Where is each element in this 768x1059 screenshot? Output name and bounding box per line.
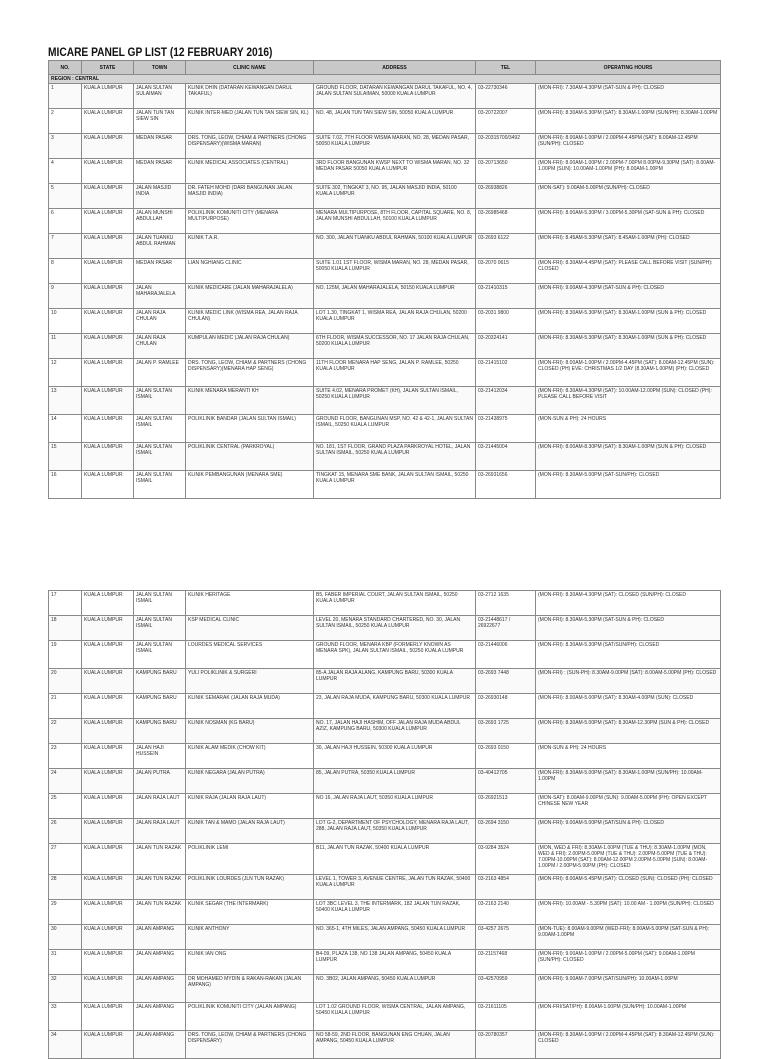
row-operating-hours: (MON-FRI): 9.00AM-7.00PM (SAT/SUN/PH): 10.00AM-1.00PM: [536, 975, 721, 1003]
row-address: MENARA MULTIPURPOSE, 8TH FLOOR, CAPITAL SQUARE, NO. 8, JALAN MUNSHI ABDULLAH, 50100 KUALA LUMPUR: [314, 209, 476, 234]
row-address: NO 58-59, 2ND FLOOR, BANGUNAN ENG CHUAN, JALAN AMPANG, 50450 KUALA LUMPUR: [314, 1031, 476, 1059]
table-row: [49, 109, 721, 134]
row-state: KUALA LUMPUR: [82, 669, 134, 694]
table-row: [49, 719, 721, 744]
row-state: KUALA LUMPUR: [82, 975, 134, 1003]
row-town: KAMPUNG BARU: [134, 669, 186, 694]
table-header-row: [49, 61, 721, 75]
row-no: 26: [49, 819, 82, 844]
row-tel: 03-2712 1635: [476, 591, 536, 616]
row-operating-hours: (MON-FRI): 8.00AM-5.00PM (SAT): 8.30AM-4.00PM (SUN): CLOSED: [536, 694, 721, 719]
row-no: 15: [49, 443, 82, 471]
row-state: KUALA LUMPUR: [82, 1031, 134, 1059]
row-town: JALAN AMPANG: [134, 950, 186, 975]
row-town: MEDAN PASAR: [134, 259, 186, 284]
table-row: [49, 591, 721, 616]
row-address: TINGKAT 15, MENARA SME BANK, JALAN SULTAN ISMAIL, 50250 KUALA LUMPUR: [314, 471, 476, 499]
row-operating-hours: (MON-FRI): 8.30AM-5.00PM (SAT): 8.30AM-1.00PM (SUN/PH): 10.00AM-1.00PM: [536, 769, 721, 794]
table-row: [49, 443, 721, 471]
row-clinic-name: DRS. TONG, LEOW, CHIAM & PARTNERS (CHONG DISPENSARY)(MENARA HAP SENG): [186, 359, 314, 387]
row-tel: 03-20713650: [476, 159, 536, 184]
row-address: GROUND FLOOR, MENARA KBP (FORMERLY KNOWN AS MENARA SPK), JALAN SULTAN ISMAIL, 50250 KUALA LUMPUR: [314, 641, 476, 669]
row-tel: 03-21438975: [476, 415, 536, 443]
row-state: KUALA LUMPUR: [82, 591, 134, 616]
row-state: KUALA LUMPUR: [82, 309, 134, 334]
row-no: 27: [49, 844, 82, 875]
row-clinic-name: KLINIK ANTHONY: [186, 925, 314, 950]
row-town: JALAN TUN RAZAK: [134, 900, 186, 925]
row-address: NO. 125M, JALAN MAHARAJALELA, 50150 KUALA LUMPUR: [314, 284, 476, 309]
row-tel: 03-21410315: [476, 284, 536, 309]
region-label: REGION : CENTRAL: [49, 75, 721, 84]
row-town: JALAN SULTAN SULAIMAN: [134, 84, 186, 109]
header-clinic-name: CLINIC NAME: [186, 61, 314, 75]
row-no: 21: [49, 694, 82, 719]
row-no: 16: [49, 471, 82, 499]
row-clinic-name: KLINIK MEDICAL ASSOCIATES (CENTRAL): [186, 159, 314, 184]
table-row: [49, 209, 721, 234]
row-town: JALAN TUN RAZAK: [134, 844, 186, 875]
row-address: NO. 17, JALAN HAJI HASHIM, OFF JALAN RAJA MUDA ABDUL AZIZ, KAMPUNG BARU, 50300 KUALA LUMPUR: [314, 719, 476, 744]
row-state: KUALA LUMPUR: [82, 794, 134, 819]
row-town: JALAN SULTAN ISMAIL: [134, 471, 186, 499]
table-row: [49, 334, 721, 359]
row-state: KUALA LUMPUR: [82, 744, 134, 769]
row-state: KUALA LUMPUR: [82, 875, 134, 900]
page-title: MICARE PANEL GP LIST (12 FEBRUARY 2016): [48, 45, 273, 59]
row-clinic-name: KLINIK MEDIC LINK (WISMA REA, JALAN RAJA CHULAN): [186, 309, 314, 334]
row-operating-hours: (MON-FRI): 8.45AM-5.30PM (SAT): 8.45AM-1.00PM (PH): CLOSED: [536, 234, 721, 259]
row-no: 34: [49, 1031, 82, 1059]
row-state: KUALA LUMPUR: [82, 925, 134, 950]
row-town: JALAN AMPANG: [134, 1003, 186, 1031]
row-state: KUALA LUMPUR: [82, 259, 134, 284]
row-town: JALAN AMPANG: [134, 1031, 186, 1059]
row-no: 14: [49, 415, 82, 443]
row-state: KUALA LUMPUR: [82, 234, 134, 259]
row-clinic-name: YULI POLIKLINIK & SURGERI: [186, 669, 314, 694]
row-state: KUALA LUMPUR: [82, 844, 134, 875]
row-state: KUALA LUMPUR: [82, 109, 134, 134]
table-row: [49, 234, 721, 259]
row-no: 23: [49, 744, 82, 769]
row-state: KUALA LUMPUR: [82, 819, 134, 844]
row-operating-hours: (MON-SUN & PH): 24 HOURS: [536, 744, 721, 769]
table-row: [49, 134, 721, 159]
header-address: ADDRESS: [314, 61, 476, 75]
row-tel: 03-21157468: [476, 950, 536, 975]
row-no: 33: [49, 1003, 82, 1031]
row-town: JALAN RAJA LAUT: [134, 819, 186, 844]
row-address: 30, JALAN HAJI HUSSEIN, 50300 KUALA LUMPUR: [314, 744, 476, 769]
row-clinic-name: KLINIK MEDICARE (JALAN MAHARAJALELA): [186, 284, 314, 309]
row-operating-hours: (MON-FRI): 10.00AM - 5.30PM (SAT): 10.00 AM - 1.00PM (SUN/PH): CLOSED: [536, 900, 721, 925]
row-state: KUALA LUMPUR: [82, 359, 134, 387]
row-town: JALAN RAJA LAUT: [134, 794, 186, 819]
row-address: LOT G-2, DEPARTMENT OF PSYCHOLOGY, MENARA RAJA LAUT, 288, JALAN RAJA LAUT, 50350 KUALA LUMPUR: [314, 819, 476, 844]
row-clinic-name: POLIKLINIK LOURDES (JLN TUN RAZAK): [186, 875, 314, 900]
row-clinic-name: KLINIK ALAM MEDIK (CHOW KIT): [186, 744, 314, 769]
row-address: B11, JALAN TUN RAZAK, 50400 KUALA LUMPUR: [314, 844, 476, 875]
row-clinic-name: KLINIK SEGAR (THE INTERMARK): [186, 900, 314, 925]
table-row: [49, 616, 721, 641]
table-row: [49, 359, 721, 387]
row-clinic-name: KLINIK HERITAGE: [186, 591, 314, 616]
row-tel: 03-40412705: [476, 769, 536, 794]
row-tel: 03-20722007: [476, 109, 536, 134]
row-tel: 03-2163 4854: [476, 875, 536, 900]
row-address: LOT 1.30, TINGKAT 1, WISMA REA, JALAN RAJA CHULAN, 50200 KUALA LUMPUR: [314, 309, 476, 334]
row-address: 11TH FLOOR MENARA HAP SENG, JALAN P. RAMLEE, 50250 KUALA LUMPUR: [314, 359, 476, 387]
row-no: 13: [49, 387, 82, 415]
gp-table-part-1: [48, 60, 721, 499]
row-town: JALAN SULTAN ISMAIL: [134, 591, 186, 616]
header-town: TOWN: [134, 61, 186, 75]
row-no: 22: [49, 719, 82, 744]
row-clinic-name: KLINIK DHIN (DATARAN KEWANGAN DARUL TAKAFUL): [186, 84, 314, 109]
row-no: 4: [49, 159, 82, 184]
table-row: [49, 309, 721, 334]
row-tel: 03-9284 3524: [476, 844, 536, 875]
row-state: KUALA LUMPUR: [82, 284, 134, 309]
row-operating-hours: (MON-FRI): 7.30AM-4.30PM (SAT-SUN & PH): CLOSED: [536, 84, 721, 109]
row-tel: 03-20780357: [476, 1031, 536, 1059]
row-operating-hours: (MON-FRI): 8.30AM-4.30PM (SAT): 10.00AM-12.00PM (SUN): CLOSED (PH): PLEASE CALL BEFORE VISIT: [536, 387, 721, 415]
row-no: 7: [49, 234, 82, 259]
table-row: [49, 84, 721, 109]
row-state: KUALA LUMPUR: [82, 950, 134, 975]
row-state: KUALA LUMPUR: [82, 769, 134, 794]
row-tel: 03-21611105: [476, 1003, 536, 1031]
row-no: 9: [49, 284, 82, 309]
row-no: 6: [49, 209, 82, 234]
row-tel: 03-26985468: [476, 209, 536, 234]
table-row: [49, 769, 721, 794]
row-tel: 03-21415102: [476, 359, 536, 387]
row-tel: 03-2693 7448: [476, 669, 536, 694]
row-town: JALAN TUN RAZAK: [134, 875, 186, 900]
row-clinic-name: KLINIK INTER-MED (JALAN TUN TAN SIEW SIN, KL): [186, 109, 314, 134]
row-town: KAMPUNG BARU: [134, 719, 186, 744]
row-tel: 03-26931656: [476, 471, 536, 499]
row-operating-hours: (MON-FRI): 8.30AM-4.30PM (SAT): CLOSED (SUN/PH): CLOSED: [536, 591, 721, 616]
row-no: 29: [49, 900, 82, 925]
table-row: [49, 844, 721, 875]
row-address: NO. 300, JALAN TUANKU ABDUL RAHMAN, 50100 KUALA LUMPUR: [314, 234, 476, 259]
row-clinic-name: LIAN NGHIANG CLINIC: [186, 259, 314, 284]
row-state: KUALA LUMPUR: [82, 641, 134, 669]
row-tel: 03-42570959: [476, 975, 536, 1003]
row-town: JALAN SULTAN ISMAIL: [134, 387, 186, 415]
row-clinic-name: POLIKLINIK BANDAR (JALAN SULTAN ISMAIL): [186, 415, 314, 443]
row-address: 85, JALAN PUTRA, 50350 KUALA LUMPUR: [314, 769, 476, 794]
row-clinic-name: POLIKLINIK KOMUNITI CITY (MENARA MULTIPURPOSE): [186, 209, 314, 234]
row-address: B4-09, PLAZA 138, NO 138 JALAN AMPANG, 50450 KUALA LUMPUR: [314, 950, 476, 975]
row-tel: 03-4257 2675: [476, 925, 536, 950]
row-operating-hours: (MON-FRI): 9.00AM-1.00PM / 2.00PM-5.00PM (SAT): 9.00AM-1.00PM (SUN/PH): CLOSED: [536, 950, 721, 975]
table-row: [49, 1003, 721, 1031]
row-operating-hours: (MON-FRI): 8.30AM-5.30PM (SAT): 8.30AM-1.00PM (SUN & PH): CLOSED: [536, 334, 721, 359]
row-no: 31: [49, 950, 82, 975]
row-state: KUALA LUMPUR: [82, 719, 134, 744]
row-tel: 03-21448617 / 26922677: [476, 616, 536, 641]
row-clinic-name: KLINIK NOSMAN (KG BARU): [186, 719, 314, 744]
row-operating-hours: (MON-FRI): 8.00AM-1.00PM / 2.00PM-4.45PM (SAT): 8.00AM-12.45PM (SUN): CLOSED (PH) EVE: CHRISTMAS 1/2 DAY (8.30AM-1.00PM) (PH): CLOSED: [536, 359, 721, 387]
row-town: JALAN TUANKU ABDUL RAHMAN: [134, 234, 186, 259]
row-state: KUALA LUMPUR: [82, 900, 134, 925]
row-operating-hours: (MON-FRI) : (SUN-PH): 8.30AM-9.00PM (SAT): 8.00AM-5.00PM (PH): CLOSED: [536, 669, 721, 694]
row-operating-hours: (MON-FRI): 8.30AM-5.00PM (SAT-SUN/PH): CLOSED: [536, 471, 721, 499]
row-tel: 03-2693 6122: [476, 234, 536, 259]
row-tel: 03-2031 9800: [476, 309, 536, 334]
row-clinic-name: POLIKLINIK CENTRAL (PARKROYAL): [186, 443, 314, 471]
row-town: MEDAN PASAR: [134, 134, 186, 159]
row-address: LEVEL 20, MENARA STANDARD CHARTERED, NO. 30, JALAN SULTAN ISMAIL, 50250 KUALA LUMPUR: [314, 616, 476, 641]
table-row: [49, 975, 721, 1003]
row-town: MEDAN PASAR: [134, 159, 186, 184]
row-town: JALAN SULTAN ISMAIL: [134, 641, 186, 669]
row-tel: 03-2693 0150: [476, 744, 536, 769]
row-operating-hours: (MON-FRI): 9.00AM-5.00PM (SAT/SUN & PH): CLOSED: [536, 819, 721, 844]
row-address: LEVEL 1, TOWER 3, AVENUE CENTRE, JALAN TUN RAZAK, 50400 KUALA LUMPUR: [314, 875, 476, 900]
row-operating-hours: (MON-SUN & PH): 24 HOURS: [536, 415, 721, 443]
row-tel: 03-20324141: [476, 334, 536, 359]
row-operating-hours: (MON-FRI): 8.30AM-5.00PM (SAT): 8.30AM-12.30PM (SUN & PH): CLOSED: [536, 719, 721, 744]
header-no: NO.: [49, 61, 82, 75]
row-operating-hours: (MON-FRI): 8.30AM-5.30PM (SAT/SUN/PH): CLOSED: [536, 641, 721, 669]
row-clinic-name: KLINIK IAN ONG: [186, 950, 314, 975]
row-clinic-name: KLINIK T.A.R.: [186, 234, 314, 259]
row-town: JALAN SULTAN ISMAIL: [134, 616, 186, 641]
row-tel: 03-26930148: [476, 694, 536, 719]
row-operating-hours: (MON-FRI): 8.30AM-5.30PM (SAT): 8.30AM-1.00PM (SUN/PH): 8.30AM-1.00PM: [536, 109, 721, 134]
row-operating-hours: (MON-FRI/SAT/PH): 8.00AM-1.00PM (SUN/PH): 10.00AM-1.00PM: [536, 1003, 721, 1031]
row-tel: 03-22730346: [476, 84, 536, 109]
row-address: B5, FABER IMPERIAL COURT, JALAN SULTAN ISMAIL, 50250 KUALA LUMPUR: [314, 591, 476, 616]
row-tel: 03-20315700/3492: [476, 134, 536, 159]
row-clinic-name: POLIKLINIK KOMUNITI CITY (JALAN AMPANG): [186, 1003, 314, 1031]
row-no: 28: [49, 875, 82, 900]
row-no: 2: [49, 109, 82, 134]
row-town: JALAN SULTAN ISMAIL: [134, 443, 186, 471]
row-operating-hours: (MON-FRI): 8.00AM-5.30PM / 3.00PM-5.30PM (SAT-SUN & PH): CLOSED: [536, 209, 721, 234]
table-row: [49, 471, 721, 499]
table-row: [49, 819, 721, 844]
row-address: NO 16, JALAN RAJA LAUT, 50350 KUALA LUMPUR: [314, 794, 476, 819]
row-clinic-name: KLINIK SEMARAK (JALAN RAJA MUDA): [186, 694, 314, 719]
row-tel: 03-2693 1725: [476, 719, 536, 744]
row-town: KAMPUNG BARU: [134, 694, 186, 719]
row-clinic-name: DR. FATEH MOHD (DARI BANGUNAN JALAN MASJID INDIA): [186, 184, 314, 209]
row-address: 23, JALAN RAJA MUDA, KAMPUNG BARU, 50300 KUALA LUMPUR: [314, 694, 476, 719]
row-state: KUALA LUMPUR: [82, 1003, 134, 1031]
row-town: JALAN RAJA CHULAN: [134, 309, 186, 334]
row-tel: 03-2070 0615: [476, 259, 536, 284]
table-row: [49, 875, 721, 900]
row-operating-hours: (MON-FRI): 8.00AM-5.45PM (SAT): CLOSED (SUN): CLOSED (PH): CLOSED: [536, 875, 721, 900]
row-town: JALAN MUNSHI ABDULLAH: [134, 209, 186, 234]
row-operating-hours: (MON-FRI): 9.00AM-4.30PM (SAT-SUN & PH): CLOSED: [536, 284, 721, 309]
row-address: SUITE 1.01 1ST FLOOR, WISMA MARAN, NO. 28, MEDAN PASAR, 50050 KUALA LUMPUR: [314, 259, 476, 284]
row-operating-hours: (MON-FRI): 8.30AM-4.45PM (SAT): PLEASE CALL BEFORE VISIT (SUN/PH): CLOSED: [536, 259, 721, 284]
row-state: KUALA LUMPUR: [82, 209, 134, 234]
row-state: KUALA LUMPUR: [82, 387, 134, 415]
gp-table-part-2: [48, 590, 721, 1059]
table-row: [49, 259, 721, 284]
row-no: 18: [49, 616, 82, 641]
row-state: KUALA LUMPUR: [82, 616, 134, 641]
row-town: JALAN HAJI HUSSEIN: [134, 744, 186, 769]
row-address: NO. 48, JALAN TUN TAN SIEW SIN, 50050 KUALA LUMPUR: [314, 109, 476, 134]
row-state: KUALA LUMPUR: [82, 84, 134, 109]
table-row: [49, 900, 721, 925]
table-row: [49, 641, 721, 669]
row-town: JALAN TUN TAN SIEW SIN: [134, 109, 186, 134]
region-row: [49, 75, 721, 84]
row-town: JALAN RAJA CHULAN: [134, 334, 186, 359]
row-no: 17: [49, 591, 82, 616]
row-clinic-name: KLINIK NEGARA (JALAN PUTRA): [186, 769, 314, 794]
row-tel: 03-21412034: [476, 387, 536, 415]
row-operating-hours: (MON-SAT): 9.00AM-5.00PM (SUN/PH): CLOSED: [536, 184, 721, 209]
row-no: 30: [49, 925, 82, 950]
table-row: [49, 669, 721, 694]
row-no: 20: [49, 669, 82, 694]
row-no: 11: [49, 334, 82, 359]
row-no: 5: [49, 184, 82, 209]
row-state: KUALA LUMPUR: [82, 159, 134, 184]
row-clinic-name: KLINIK RAJA (JALAN RAJA LAUT): [186, 794, 314, 819]
row-state: KUALA LUMPUR: [82, 334, 134, 359]
header-operating-hours: OPERATING HOURS: [536, 61, 721, 75]
row-clinic-name: DRS. TONG, LEOW, CHIAM & PARTNERS (CHONG DISPENSARY): [186, 1031, 314, 1059]
row-address: SUITE 7.02, 7TH FLOOR WISMA MARAN, NO. 28, MEDAN PASAR, 50050 KUALA LUMPUR: [314, 134, 476, 159]
row-tel: 03-2163 2140: [476, 900, 536, 925]
row-address: SUITE 4.02, MENARA PROMET (KH), JALAN SULTAN ISMAIL, 50250 KUALA LUMPUR: [314, 387, 476, 415]
row-operating-hours: (MON-FRI): 8.00AM-8.30PM (SAT): 8.30AM-1.00PM (SUN & PH): CLOSED: [536, 443, 721, 471]
row-clinic-name: DR MOHAMED MYDIN & RAKAN-RAKAN (JALAN AMPANG): [186, 975, 314, 1003]
row-clinic-name: KLINIK PEMBANGUNAN (MENARA SME): [186, 471, 314, 499]
row-tel: 03-2694 3150: [476, 819, 536, 844]
row-town: JALAN MASJID INDIA: [134, 184, 186, 209]
row-address: NO. 365-1, 4TH MILES, JALAN AMPANG, 50450 KUALA LUMPUR: [314, 925, 476, 950]
row-tel: 03-21446006: [476, 641, 536, 669]
row-address: SUITE 302, TINGKAT 3, NO. 95, JALAN MASJID INDIA, 50100 KUALA LUMPUR: [314, 184, 476, 209]
row-state: KUALA LUMPUR: [82, 443, 134, 471]
row-tel: 03-26938826: [476, 184, 536, 209]
row-operating-hours: (MON-FRI): 8.00AM-1.00PM / 2.00PM-7.00PM 8.00PM-9.30PM (SAT): 8.00AM-1.00PM (SUN): 10.00AM-1.00PM (PH): 8.00AM-1.00PM: [536, 159, 721, 184]
row-address: LOT 3BC LEVEL 3, THE INTERMARK, 182 JALAN TUN RAZAK, 50400 KUALA LUMPUR: [314, 900, 476, 925]
row-clinic-name: KLINIK MENARA MERANTI KH: [186, 387, 314, 415]
row-address: 3RD FLOOR BANGUNAN KWSP NEXT TO WISMA MARAN, NO. 32 MEDAN PASAR 50050 KUALA LUMPUR: [314, 159, 476, 184]
row-operating-hours: (MON, WED & FRI): 8.30AM-1.00PM (TUE & THU): 8.30AM-1.00PM (MON, WED & FRI): 2.00PM-5.00PM (TUE & THU): 2.00PM-5.00PM (TUE & THU): 7.00PM-10.00PM (SAT): 8.00AM-12.00PM 2.00PM-5.00PM (SUN): 8.00AM-1.00PM / 2.00PM-5.00PM (PH): CLOSED: [536, 844, 721, 875]
row-state: KUALA LUMPUR: [82, 184, 134, 209]
row-clinic-name: LOURDES MEDICAL SERVICES: [186, 641, 314, 669]
row-no: 25: [49, 794, 82, 819]
table-row: [49, 950, 721, 975]
table-row: [49, 284, 721, 309]
table-row: [49, 744, 721, 769]
table-row: [49, 1031, 721, 1059]
table-row: [49, 694, 721, 719]
row-address: 85-A JALAN RAJA ALANG, KAMPUNG BARU, 50300 KUALA LUMPUR: [314, 669, 476, 694]
row-operating-hours: (MON-FRI): 8.00AM-1.00PM / 2.00PM-4.45PM (SAT): 8.00AM-12.45PM (SUN/PH): CLOSED: [536, 134, 721, 159]
table-row: [49, 415, 721, 443]
table-row: [49, 159, 721, 184]
row-clinic-name: POLIKLINIK LEMI: [186, 844, 314, 875]
row-operating-hours: (MON-SAT): 8.00AM-9.00PM (SUN): 9.00AM-5.00PM (PH): OPEN EXCEPT CHINESE NEW YEAR: [536, 794, 721, 819]
row-no: 24: [49, 769, 82, 794]
row-no: 19: [49, 641, 82, 669]
row-address: NO. 3B02, JALAN AMPANG, 50450 KUALA LUMPUR: [314, 975, 476, 1003]
table-row: [49, 794, 721, 819]
row-clinic-name: KSP MEDICAL CLINIC: [186, 616, 314, 641]
row-address: GROUND FLOOR, DATARAN KEWANGAN DARUL TAKAFUL, NO. 4, JALAN SULTAN SULAIMAN, 50000 KUALA LUMPUR: [314, 84, 476, 109]
table-row: [49, 387, 721, 415]
row-town: JALAN P. RAMLEE: [134, 359, 186, 387]
row-tel: 03-21445004: [476, 443, 536, 471]
header-state: STATE: [82, 61, 134, 75]
row-town: JALAN SULTAN ISMAIL: [134, 415, 186, 443]
row-state: KUALA LUMPUR: [82, 415, 134, 443]
row-operating-hours: (MON-FRI): 8.30AM-1.00PM / 2.00PM-4.45PM (SAT): 8.30AM-12.45PM (SUN): CLOSED: [536, 1031, 721, 1059]
row-town: JALAN AMPANG: [134, 925, 186, 950]
row-no: 8: [49, 259, 82, 284]
row-state: KUALA LUMPUR: [82, 134, 134, 159]
row-state: KUALA LUMPUR: [82, 471, 134, 499]
row-operating-hours: (MON-TUE): 8.00AM-9.00PM (WED-FRI): 8.00AM-5.00PM (SAT-SUN & PH): 9.00AM-1.00PM: [536, 925, 721, 950]
row-town: JALAN MAHARAJALELA: [134, 284, 186, 309]
row-town: JALAN PUTRA: [134, 769, 186, 794]
row-tel: 03-26921513: [476, 794, 536, 819]
row-operating-hours: (MON-FRI): 8.30AM-5.30PM (SAT-SUN & PH): CLOSED: [536, 616, 721, 641]
row-operating-hours: (MON-FRI): 8.30AM-5.30PM (SAT): 8.30AM-1.00PM (SUN & PH): CLOSED: [536, 309, 721, 334]
row-no: 1: [49, 84, 82, 109]
row-address: GROUND FLOOR, BANGUNAN MSP, NO. 42 & 42-1, JALAN SULTAN ISMAIL, 50250 KUALA LUMPUR: [314, 415, 476, 443]
row-state: KUALA LUMPUR: [82, 694, 134, 719]
row-no: 10: [49, 309, 82, 334]
row-town: JALAN AMPANG: [134, 975, 186, 1003]
row-address: LOT 1.02 GROUND FLOOR, WISMA CENTRAL, JALAN AMPANG, 50450 KUALA LUMPUR: [314, 1003, 476, 1031]
row-clinic-name: KUMPULAN MEDIC (JALAN RAJA CHULAN): [186, 334, 314, 359]
row-no: 12: [49, 359, 82, 387]
header-tel: TEL: [476, 61, 536, 75]
row-clinic-name: DRS. TONG, LEOW, CHIAM & PARTNERS (CHONG DISPENSARY)(WISMA MARAN): [186, 134, 314, 159]
row-no: 32: [49, 975, 82, 1003]
row-clinic-name: KLINIK TAN & MAMO (JALAN RAJA LAUT): [186, 819, 314, 844]
row-no: 3: [49, 134, 82, 159]
row-address: NO. 181, 1ST FLOOR, GRAND PLAZA PARKROYAL HOTEL, JALAN SULTAN ISMAIL, 50250 KUALA LUMPUR: [314, 443, 476, 471]
row-address: 6TH FLOOR, WISMA SUCCESSOR, NO. 17 JALAN RAJA CHULAN, 50200 KUALA LUMPUR: [314, 334, 476, 359]
table-row: [49, 184, 721, 209]
table-row: [49, 925, 721, 950]
